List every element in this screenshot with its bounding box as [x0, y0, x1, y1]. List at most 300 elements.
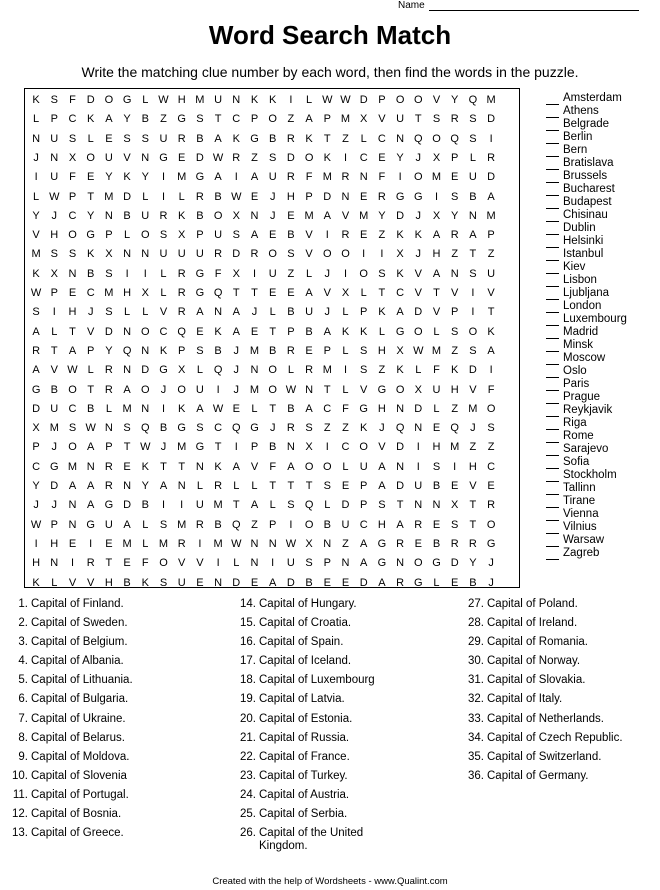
grid-letter[interactable]: E [287, 287, 295, 299]
grid-letter[interactable]: Z [451, 402, 459, 415]
grid-letter[interactable]: P [105, 441, 113, 454]
grid-letter[interactable]: M [431, 344, 442, 357]
grid-letter[interactable]: M [322, 364, 332, 377]
grid-letter[interactable]: V [341, 209, 350, 222]
grid-letter[interactable]: E [323, 576, 331, 589]
grid-letter[interactable]: I [161, 171, 166, 184]
grid-letter[interactable]: V [487, 287, 495, 299]
grid-letter[interactable]: X [432, 151, 441, 164]
grid-letter[interactable]: I [89, 537, 93, 550]
grid-letter[interactable]: A [323, 209, 331, 222]
grid-letter[interactable]: O [486, 518, 496, 531]
grid-letter[interactable]: M [177, 441, 187, 454]
grid-letter[interactable]: F [69, 94, 76, 106]
grid-letter[interactable]: P [378, 94, 386, 106]
grid-letter[interactable]: S [305, 422, 313, 435]
grid-letter[interactable]: C [377, 132, 386, 145]
grid-letter[interactable]: I [216, 557, 220, 570]
grid-letter[interactable]: K [323, 151, 331, 164]
grid-letter[interactable]: N [286, 441, 295, 454]
grid-letter[interactable]: C [68, 113, 77, 126]
grid-letter[interactable]: O [486, 402, 496, 415]
grid-letter[interactable]: A [469, 229, 477, 242]
grid-letter[interactable]: P [87, 344, 95, 357]
grid-letter[interactable]: S [323, 480, 331, 492]
grid-letter[interactable]: K [341, 325, 350, 338]
grid-letter[interactable]: T [269, 480, 277, 492]
grid-letter[interactable]: L [324, 499, 331, 512]
grid-letter[interactable]: Q [450, 422, 459, 435]
grid-letter[interactable]: X [341, 287, 350, 299]
grid-letter[interactable]: R [286, 344, 295, 357]
grid-letter[interactable]: Z [487, 441, 495, 454]
grid-letter[interactable]: X [414, 383, 422, 396]
grid-letter[interactable]: S [451, 190, 459, 203]
grid-letter[interactable]: S [159, 576, 168, 589]
grid-letter[interactable]: L [469, 151, 476, 164]
grid-letter[interactable]: U [487, 267, 496, 280]
grid-letter[interactable]: R [214, 248, 223, 261]
grid-letter[interactable]: O [104, 94, 114, 106]
grid-letter[interactable]: A [87, 480, 95, 492]
grid-letter[interactable]: L [196, 480, 203, 492]
grid-letter[interactable]: O [323, 248, 332, 261]
grid-letter[interactable]: N [123, 325, 132, 338]
grid-letter[interactable]: Y [32, 480, 40, 492]
answer-blank[interactable] [546, 497, 559, 508]
grid-letter[interactable]: T [87, 190, 95, 203]
grid-letter[interactable]: L [33, 190, 40, 203]
grid-letter[interactable]: I [489, 132, 493, 145]
answer-blank[interactable] [546, 393, 559, 404]
grid-letter[interactable]: L [142, 190, 149, 203]
grid-letter[interactable]: G [377, 537, 387, 550]
grid-letter[interactable]: D [286, 576, 295, 589]
grid-letter[interactable]: A [232, 306, 240, 319]
grid-letter[interactable]: R [195, 518, 204, 531]
grid-letter[interactable]: R [341, 171, 350, 184]
answer-blank[interactable] [546, 237, 559, 248]
grid-letter[interactable]: I [325, 441, 329, 454]
grid-letter[interactable]: W [158, 94, 169, 106]
grid-letter[interactable]: A [487, 190, 495, 203]
grid-letter[interactable]: Q [122, 344, 132, 357]
grid-letter[interactable]: L [306, 267, 313, 280]
grid-letter[interactable]: O [141, 383, 150, 396]
grid-letter[interactable]: Z [160, 113, 167, 126]
grid-letter[interactable]: B [87, 402, 95, 415]
grid-letter[interactable]: M [158, 537, 169, 550]
grid-letter[interactable]: X [305, 441, 313, 454]
grid-letter[interactable]: W [322, 94, 333, 106]
grid-letter[interactable]: R [104, 460, 113, 473]
grid-letter[interactable]: B [159, 422, 168, 435]
grid-letter[interactable]: B [287, 229, 295, 242]
grid-letter[interactable]: B [123, 209, 131, 222]
grid-letter[interactable]: A [378, 480, 386, 492]
grid-letter[interactable]: L [342, 460, 349, 473]
grid-letter[interactable]: P [269, 518, 277, 531]
grid-letter[interactable]: T [323, 383, 331, 396]
answer-blank[interactable] [546, 380, 559, 391]
answer-blank[interactable] [546, 302, 559, 313]
grid-letter[interactable]: P [360, 480, 368, 492]
grid-letter[interactable]: N [214, 576, 223, 589]
grid-letter[interactable]: A [432, 267, 441, 280]
grid-letter[interactable]: L [306, 94, 313, 106]
grid-letter[interactable]: L [269, 499, 276, 512]
grid-letter[interactable]: O [141, 229, 150, 242]
answer-blank[interactable] [546, 289, 559, 300]
grid-letter[interactable]: P [305, 190, 313, 203]
grid-letter[interactable]: G [395, 190, 405, 203]
grid-letter[interactable]: L [233, 557, 240, 570]
grid-letter[interactable]: J [415, 151, 422, 164]
grid-letter[interactable]: N [214, 306, 223, 319]
grid-letter[interactable]: V [432, 94, 441, 106]
grid-letter[interactable]: R [177, 306, 186, 319]
grid-letter[interactable]: I [180, 499, 184, 512]
grid-letter[interactable]: G [177, 422, 186, 435]
grid-letter[interactable]: W [30, 287, 42, 299]
answer-blank[interactable] [546, 510, 559, 521]
grid-letter[interactable]: O [268, 364, 277, 377]
grid-letter[interactable]: S [469, 344, 477, 357]
grid-letter[interactable]: L [142, 94, 149, 106]
grid-letter[interactable]: X [360, 113, 368, 126]
answer-blank[interactable] [546, 263, 559, 274]
grid-letter[interactable]: M [450, 441, 460, 454]
grid-letter[interactable]: I [161, 499, 166, 512]
grid-letter[interactable]: S [105, 267, 113, 280]
grid-letter[interactable]: G [195, 267, 205, 280]
grid-letter[interactable]: X [232, 209, 240, 222]
grid-letter[interactable]: W [413, 344, 424, 357]
grid-letter[interactable]: U [104, 518, 113, 531]
grid-letter[interactable]: K [396, 267, 404, 280]
grid-letter[interactable]: U [268, 171, 277, 184]
grid-letter[interactable]: X [232, 267, 240, 280]
grid-letter[interactable]: U [214, 229, 223, 242]
grid-letter[interactable]: R [250, 248, 259, 261]
grid-letter[interactable]: S [451, 518, 459, 531]
grid-letter[interactable]: S [451, 325, 459, 338]
grid-letter[interactable]: R [468, 537, 477, 550]
grid-letter[interactable]: W [285, 383, 297, 396]
grid-letter[interactable]: R [396, 537, 405, 550]
grid-letter[interactable]: J [33, 499, 39, 512]
grid-letter[interactable]: E [451, 171, 459, 184]
grid-letter[interactable]: L [105, 402, 112, 415]
grid-letter[interactable]: E [250, 576, 259, 589]
grid-letter[interactable]: N [50, 151, 59, 164]
grid-letter[interactable]: M [122, 402, 132, 415]
grid-letter[interactable]: S [287, 499, 295, 512]
grid-letter[interactable]: Q [213, 287, 223, 299]
grid-letter[interactable]: T [323, 132, 331, 145]
grid-letter[interactable]: S [141, 132, 149, 145]
grid-letter[interactable]: S [50, 94, 58, 106]
grid-letter[interactable]: O [68, 229, 77, 242]
grid-letter[interactable]: I [271, 557, 275, 570]
grid-letter[interactable]: S [196, 113, 204, 126]
grid-letter[interactable]: E [232, 402, 240, 415]
grid-letter[interactable]: P [287, 325, 295, 338]
grid-letter[interactable]: D [232, 248, 241, 261]
grid-letter[interactable]: U [50, 171, 59, 184]
grid-letter[interactable]: O [414, 557, 423, 570]
grid-letter[interactable]: H [68, 306, 77, 319]
grid-letter[interactable]: S [159, 518, 168, 531]
grid-letter[interactable]: O [341, 248, 350, 261]
grid-letter[interactable]: K [487, 325, 495, 338]
grid-letter[interactable]: Q [395, 422, 405, 435]
grid-letter[interactable]: K [414, 229, 422, 242]
grid-letter[interactable]: V [469, 480, 477, 492]
grid-letter[interactable]: X [305, 537, 313, 550]
grid-letter[interactable]: U [141, 209, 150, 222]
grid-letter[interactable]: E [287, 209, 295, 222]
grid-letter[interactable]: S [159, 229, 168, 242]
grid-letter[interactable]: P [105, 229, 113, 242]
grid-letter[interactable]: H [286, 190, 295, 203]
grid-letter[interactable]: E [487, 480, 495, 492]
grid-letter[interactable]: R [396, 576, 405, 589]
grid-letter[interactable]: D [396, 209, 405, 222]
grid-letter[interactable]: S [68, 132, 77, 145]
grid-letter[interactable]: G [50, 460, 59, 473]
grid-letter[interactable]: U [432, 383, 441, 396]
grid-letter[interactable]: I [325, 229, 329, 242]
grid-letter[interactable]: K [178, 209, 186, 222]
grid-letter[interactable]: U [359, 460, 368, 473]
grid-letter[interactable]: A [214, 132, 222, 145]
grid-letter[interactable]: S [196, 344, 204, 357]
grid-letter[interactable]: N [141, 402, 150, 415]
grid-letter[interactable]: Z [342, 132, 349, 145]
grid-letter[interactable]: U [50, 402, 59, 415]
grid-letter[interactable]: Q [450, 132, 459, 145]
grid-letter[interactable]: N [86, 460, 95, 473]
grid-letter[interactable]: F [305, 171, 313, 184]
grid-letter[interactable]: J [415, 209, 422, 222]
grid-letter[interactable]: A [68, 344, 77, 357]
grid-letter[interactable]: Q [414, 132, 423, 145]
grid-letter[interactable]: R [104, 383, 113, 396]
grid-letter[interactable]: E [178, 151, 186, 164]
grid-letter[interactable]: R [377, 190, 386, 203]
answer-blank[interactable] [546, 484, 559, 495]
grid-letter[interactable]: W [212, 402, 224, 415]
answer-blank[interactable] [546, 549, 559, 560]
grid-letter[interactable]: F [214, 267, 222, 280]
grid-letter[interactable]: P [451, 306, 459, 319]
grid-letter[interactable]: P [32, 441, 40, 454]
grid-letter[interactable]: B [269, 344, 277, 357]
grid-letter[interactable]: B [123, 576, 131, 589]
grid-letter[interactable]: U [195, 383, 204, 396]
grid-letter[interactable]: L [196, 364, 203, 377]
grid-letter[interactable]: L [342, 344, 349, 357]
grid-letter[interactable]: D [487, 113, 496, 126]
grid-letter[interactable]: T [123, 441, 131, 454]
grid-letter[interactable]: S [68, 248, 77, 261]
grid-letter[interactable]: X [396, 344, 404, 357]
grid-letter[interactable]: T [269, 402, 277, 415]
grid-letter[interactable]: A [360, 537, 368, 550]
grid-letter[interactable]: N [414, 422, 423, 435]
grid-letter[interactable]: G [486, 537, 496, 550]
grid-letter[interactable]: J [470, 422, 476, 435]
grid-letter[interactable]: X [141, 287, 149, 299]
grid-letter[interactable]: B [269, 132, 277, 145]
grid-letter[interactable]: R [177, 537, 186, 550]
grid-letter[interactable]: R [195, 190, 204, 203]
grid-letter[interactable]: U [159, 132, 168, 145]
grid-letter[interactable]: V [196, 557, 204, 570]
grid-letter[interactable]: U [268, 267, 277, 280]
grid-letter[interactable]: N [432, 499, 441, 512]
grid-letter[interactable]: L [142, 518, 149, 531]
grid-letter[interactable]: S [269, 151, 277, 164]
grid-letter[interactable]: E [196, 325, 204, 338]
grid-letter[interactable]: R [450, 537, 459, 550]
grid-letter[interactable]: M [177, 171, 187, 184]
grid-letter[interactable]: E [451, 480, 459, 492]
grid-letter[interactable]: T [469, 518, 477, 531]
grid-letter[interactable]: P [323, 344, 331, 357]
answer-blank[interactable] [546, 198, 559, 209]
grid-letter[interactable]: T [232, 499, 240, 512]
grid-letter[interactable]: Y [87, 209, 95, 222]
grid-letter[interactable]: A [487, 344, 495, 357]
grid-letter[interactable]: J [33, 151, 39, 164]
grid-letter[interactable]: I [161, 190, 166, 203]
grid-letter[interactable]: R [286, 132, 295, 145]
grid-letter[interactable]: B [214, 518, 222, 531]
grid-letter[interactable]: N [396, 402, 405, 415]
grid-letter[interactable]: U [286, 557, 295, 570]
grid-letter[interactable]: P [68, 190, 77, 203]
grid-letter[interactable]: B [469, 190, 477, 203]
grid-letter[interactable]: R [487, 151, 496, 164]
grid-letter[interactable]: C [68, 402, 77, 415]
grid-letter[interactable]: V [50, 364, 58, 377]
grid-letter[interactable]: K [232, 132, 240, 145]
grid-letter[interactable]: J [51, 499, 58, 512]
grid-letter[interactable]: N [396, 132, 405, 145]
grid-letter[interactable]: G [377, 557, 387, 570]
grid-letter[interactable]: M [213, 499, 223, 512]
grid-letter[interactable]: E [196, 576, 204, 589]
answer-blank[interactable] [546, 432, 559, 443]
grid-letter[interactable]: K [250, 94, 259, 106]
grid-letter[interactable]: X [451, 499, 459, 512]
grid-letter[interactable]: P [50, 287, 58, 299]
grid-letter[interactable]: N [359, 171, 368, 184]
grid-letter[interactable]: K [269, 94, 277, 106]
grid-letter[interactable]: I [434, 190, 439, 203]
grid-letter[interactable]: J [233, 364, 240, 377]
answer-blank[interactable] [546, 250, 559, 261]
grid-letter[interactable]: S [123, 422, 131, 435]
grid-letter[interactable]: K [87, 113, 95, 126]
grid-letter[interactable]: L [51, 576, 58, 589]
grid-letter[interactable]: I [416, 460, 420, 473]
grid-letter[interactable]: B [269, 441, 277, 454]
grid-letter[interactable]: P [487, 229, 495, 242]
grid-letter[interactable]: N [250, 557, 259, 570]
grid-letter[interactable]: J [51, 441, 58, 454]
grid-letter[interactable]: N [250, 364, 259, 377]
grid-letter[interactable]: I [289, 518, 293, 531]
grid-letter[interactable]: O [177, 383, 186, 396]
grid-letter[interactable]: W [231, 537, 242, 550]
answer-blank[interactable] [546, 107, 559, 118]
grid-letter[interactable]: T [414, 113, 422, 126]
grid-letter[interactable]: X [32, 422, 40, 435]
grid-letter[interactable]: V [469, 383, 477, 396]
grid-letter[interactable]: S [487, 422, 495, 435]
grid-letter[interactable]: B [287, 402, 295, 415]
grid-letter[interactable]: C [323, 402, 332, 415]
grid-letter[interactable]: N [250, 209, 259, 222]
grid-letter[interactable]: Y [105, 171, 113, 184]
grid-letter[interactable]: D [396, 441, 405, 454]
grid-letter[interactable]: N [323, 537, 332, 550]
grid-letter[interactable]: K [141, 576, 149, 589]
grid-letter[interactable]: A [323, 325, 331, 338]
grid-letter[interactable]: A [159, 480, 168, 492]
grid-letter[interactable]: F [69, 171, 76, 184]
grid-letter[interactable]: Z [251, 518, 258, 531]
grid-letter[interactable]: R [414, 518, 423, 531]
grid-letter[interactable]: H [432, 248, 441, 261]
grid-letter[interactable]: U [341, 518, 350, 531]
grid-letter[interactable]: N [341, 557, 350, 570]
grid-letter[interactable]: N [305, 383, 314, 396]
grid-letter[interactable]: V [250, 460, 259, 473]
grid-letter[interactable]: R [177, 267, 186, 280]
grid-letter[interactable]: C [86, 287, 95, 299]
grid-letter[interactable]: N [104, 209, 113, 222]
grid-letter[interactable]: K [360, 325, 368, 338]
grid-letter[interactable]: V [378, 113, 386, 126]
grid-letter[interactable]: N [250, 537, 259, 550]
grid-letter[interactable]: T [378, 287, 386, 299]
grid-letter[interactable]: W [67, 364, 78, 377]
grid-letter[interactable]: R [341, 229, 350, 242]
grid-letter[interactable]: E [360, 190, 368, 203]
grid-letter[interactable]: N [104, 422, 113, 435]
grid-letter[interactable]: V [87, 325, 95, 338]
grid-letter[interactable]: N [68, 499, 77, 512]
grid-letter[interactable]: G [414, 576, 423, 589]
grid-letter[interactable]: T [269, 325, 277, 338]
grid-letter[interactable]: V [414, 287, 422, 299]
grid-letter[interactable]: N [177, 480, 186, 492]
grid-letter[interactable]: W [285, 537, 297, 550]
grid-letter[interactable]: S [360, 364, 368, 377]
grid-letter[interactable]: N [268, 537, 277, 550]
grid-letter[interactable]: R [487, 499, 496, 512]
grid-letter[interactable]: B [305, 325, 313, 338]
grid-letter[interactable]: J [160, 441, 167, 454]
grid-letter[interactable]: I [252, 267, 257, 280]
grid-letter[interactable]: U [159, 248, 168, 261]
grid-letter[interactable]: N [141, 151, 150, 164]
grid-letter[interactable]: L [160, 287, 167, 299]
